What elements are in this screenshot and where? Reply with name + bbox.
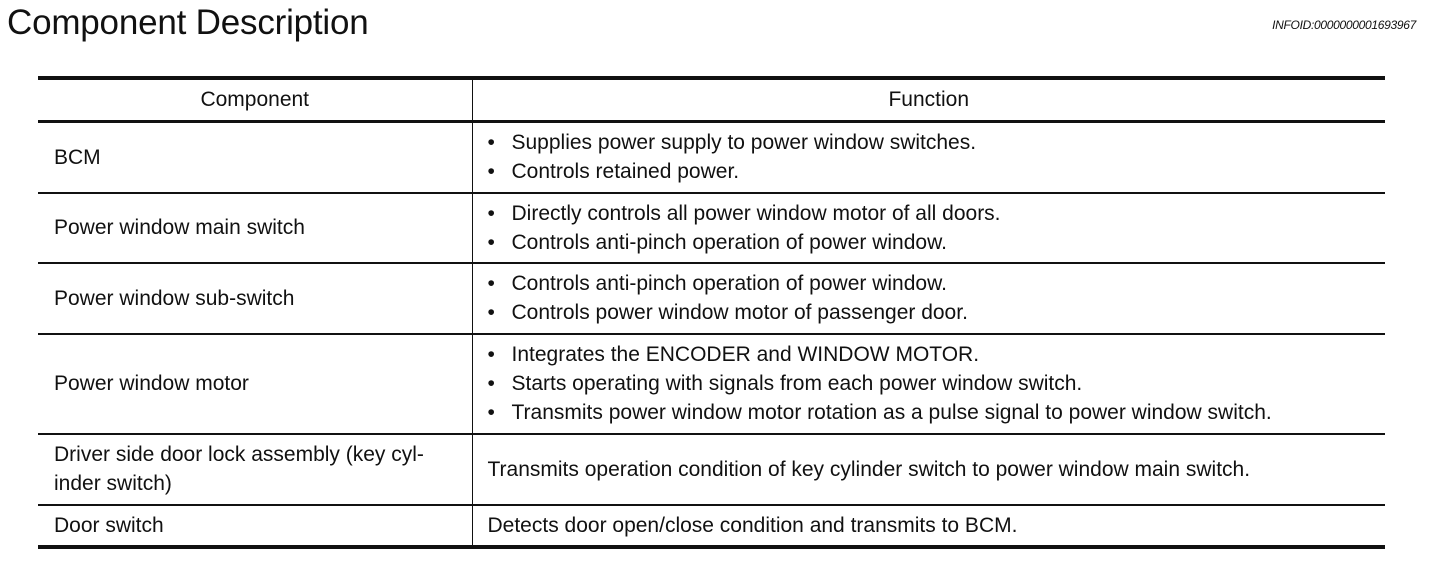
- table-row: [38, 334, 1385, 434]
- component-cell: BCM: [54, 145, 101, 169]
- function-list: [488, 269, 1378, 327]
- function-item: • Starts operating with signals from each power window switch.: [488, 369, 1378, 398]
- function-list: [488, 340, 1378, 427]
- table-row: [38, 122, 1385, 193]
- function-item: • Supplies power supply to power window switches.: [488, 128, 1378, 157]
- info-id: INFOID:0000000001693967: [1272, 18, 1416, 32]
- function-list: [488, 199, 1378, 257]
- table-row: [38, 434, 1385, 505]
- column-header-function: Function: [472, 78, 1385, 122]
- function-item: • Controls anti-pinch operation of power window.: [488, 228, 1378, 257]
- function-cell: Detects door open/close condition and transmits to BCM.: [472, 505, 1385, 547]
- component-cell: Door switch: [54, 513, 164, 537]
- function-cell: [472, 122, 1385, 193]
- function-cell: Transmits operation condition of key cylinder switch to power window main switch.: [472, 434, 1385, 505]
- component-cell: Power window sub-switch: [54, 286, 295, 310]
- table-row: [38, 193, 1385, 263]
- function-item: • Transmits power window motor rotation as a pulse signal to power window switch.: [488, 398, 1378, 427]
- component-description-table: [38, 76, 1385, 549]
- component-cell: Power window motor: [54, 372, 249, 395]
- function-cell: [472, 263, 1385, 334]
- function-cell: [472, 193, 1385, 263]
- function-item: • Controls retained power.: [488, 157, 1378, 186]
- table-row: [38, 263, 1385, 334]
- function-item: • Directly controls all power window motor of all doors.: [488, 199, 1378, 228]
- column-header-component: Component: [200, 88, 310, 111]
- table-header-row: [38, 78, 1385, 122]
- component-cell: Power window main switch: [54, 216, 305, 239]
- function-item: • Controls anti-pinch operation of power window.: [488, 269, 1378, 298]
- function-list: [488, 128, 1378, 186]
- page-title: Component Description: [7, 3, 369, 42]
- component-cell: Driver side door lock assembly (key cyl-inder switch): [54, 443, 424, 495]
- table-row: [38, 505, 1385, 547]
- function-item: • Controls power window motor of passenger door.: [488, 298, 1378, 327]
- function-cell: [472, 334, 1385, 434]
- function-item: • Integrates the ENCODER and WINDOW MOTOR.: [488, 340, 1378, 369]
